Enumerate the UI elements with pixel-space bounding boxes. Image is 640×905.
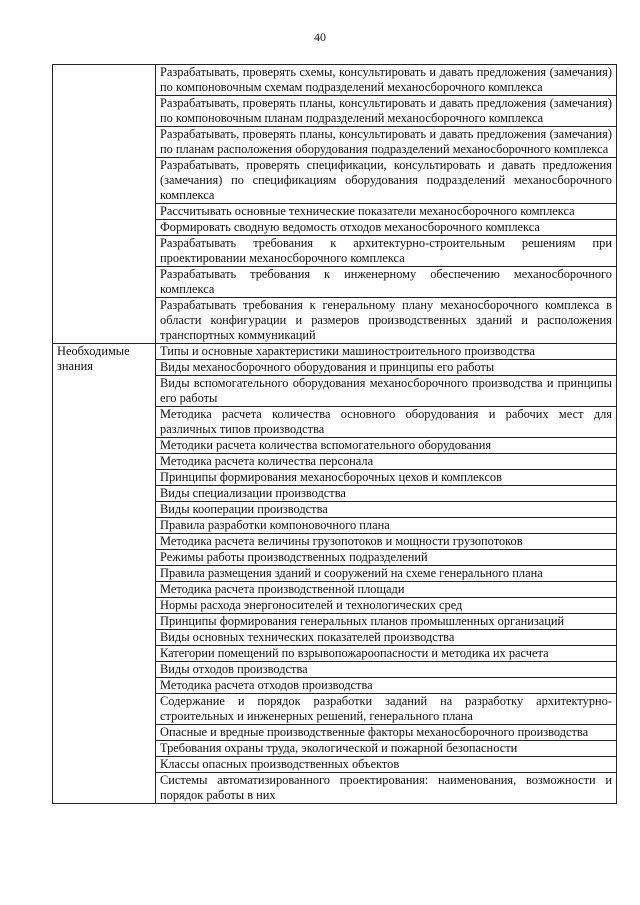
knowledge-item: Требования охраны труда, экологической и пожарной безопасности [156, 741, 617, 757]
required-knowledge-label-cell [53, 344, 156, 804]
knowledge-item: Правила размещения зданий и сооружений на схеме генерального плана [156, 566, 617, 582]
knowledge-item: Методика расчета отходов производства [156, 678, 617, 694]
knowledge-item: Методика расчета количества персонала [156, 454, 617, 470]
knowledge-item: Опасные и вредные производственные факторы механосборочного производства [156, 725, 617, 741]
labor-action-item: Разрабатывать, проверять планы, консультировать и давать предложения (замечания) по компоновочным планам подразделений механосборочного комплекса [156, 96, 617, 127]
table-row [53, 344, 617, 360]
knowledge-item: Классы опасных производственных объектов [156, 757, 617, 773]
labor-action-item: Разрабатывать, проверять спецификации, консультировать и давать предложения (замечания) по спецификациям оборудования подразделений механосборочного комплекса [156, 158, 617, 204]
knowledge-item: Нормы расхода энергоносителей и технологических сред [156, 598, 617, 614]
knowledge-item: Методики расчета количества вспомогательного оборудования [156, 438, 617, 454]
knowledge-item: Виды кооперации производства [156, 502, 617, 518]
labor-action-item: Разрабатывать требования к архитектурно-строительным решениям при проектировании механосборочного комплекса [156, 236, 617, 267]
knowledge-item: Принципы формирования механосборочных цехов и комплексов [156, 470, 617, 486]
required-knowledge-label: Необходимые знания [57, 344, 130, 373]
labor-action-item: Формировать сводную ведомость отходов механосборочного комплекса [156, 220, 617, 236]
knowledge-item: Правила разработки компоновочного плана [156, 518, 617, 534]
knowledge-item: Типы и основные характеристики машиностроительного производства [156, 344, 617, 360]
labor-action-item: Разрабатывать, проверять планы, консультировать и давать предложения (замечания) по планам расположения оборудования подразделений механосборочного комплекса [156, 127, 617, 158]
competency-table-body [53, 65, 617, 804]
knowledge-item: Виды вспомогательного оборудования механосборочного производства и принципы его работы [156, 376, 617, 407]
knowledge-item: Содержание и порядок разработки заданий на разработку архитектурно-строительных и инженерных решений, генерального плана [156, 694, 617, 725]
labor-action-item: Рассчитывать основные технические показатели механосборочного комплекса [156, 204, 617, 220]
knowledge-item: Принципы формирования генеральных планов промышленных организаций [156, 614, 617, 630]
knowledge-item: Виды основных технических показателей производства [156, 630, 617, 646]
labor-action-item: Разрабатывать, проверять схемы, консультировать и давать предложения (замечания) по компоновочным схемам подразделений механосборочного комплекса [156, 65, 617, 96]
knowledge-item: Виды отходов производства [156, 662, 617, 678]
knowledge-item: Режимы работы производственных подразделений [156, 550, 617, 566]
knowledge-item: Виды механосборочного оборудования и принципы его работы [156, 360, 617, 376]
knowledge-item: Методика расчета величины грузопотоков и мощности грузопотоков [156, 534, 617, 550]
labor-action-item: Разрабатывать требования к генеральному плану механосборочного комплекса в области конфигурации и размеров производственных зданий и расположения транспортных коммуникаций [156, 298, 617, 344]
knowledge-item: Категории помещений по взрывопожароопасности и методика их расчета [156, 646, 617, 662]
labor-action-item: Разрабатывать требования к инженерному обеспечению механосборочного комплекса [156, 267, 617, 298]
knowledge-item: Системы автоматизированного проектирования: наименования, возможности и порядок работы в них [156, 773, 617, 804]
labor-actions-label-cell [53, 65, 156, 344]
knowledge-item: Методика расчета количества основного оборудования и рабочих мест для различных типов производства [156, 407, 617, 438]
page-number: 40 [314, 30, 326, 44]
table-row [53, 65, 617, 96]
knowledge-item: Виды специализации производства [156, 486, 617, 502]
competency-table [52, 64, 617, 804]
knowledge-item: Методика расчета производственной площади [156, 582, 617, 598]
